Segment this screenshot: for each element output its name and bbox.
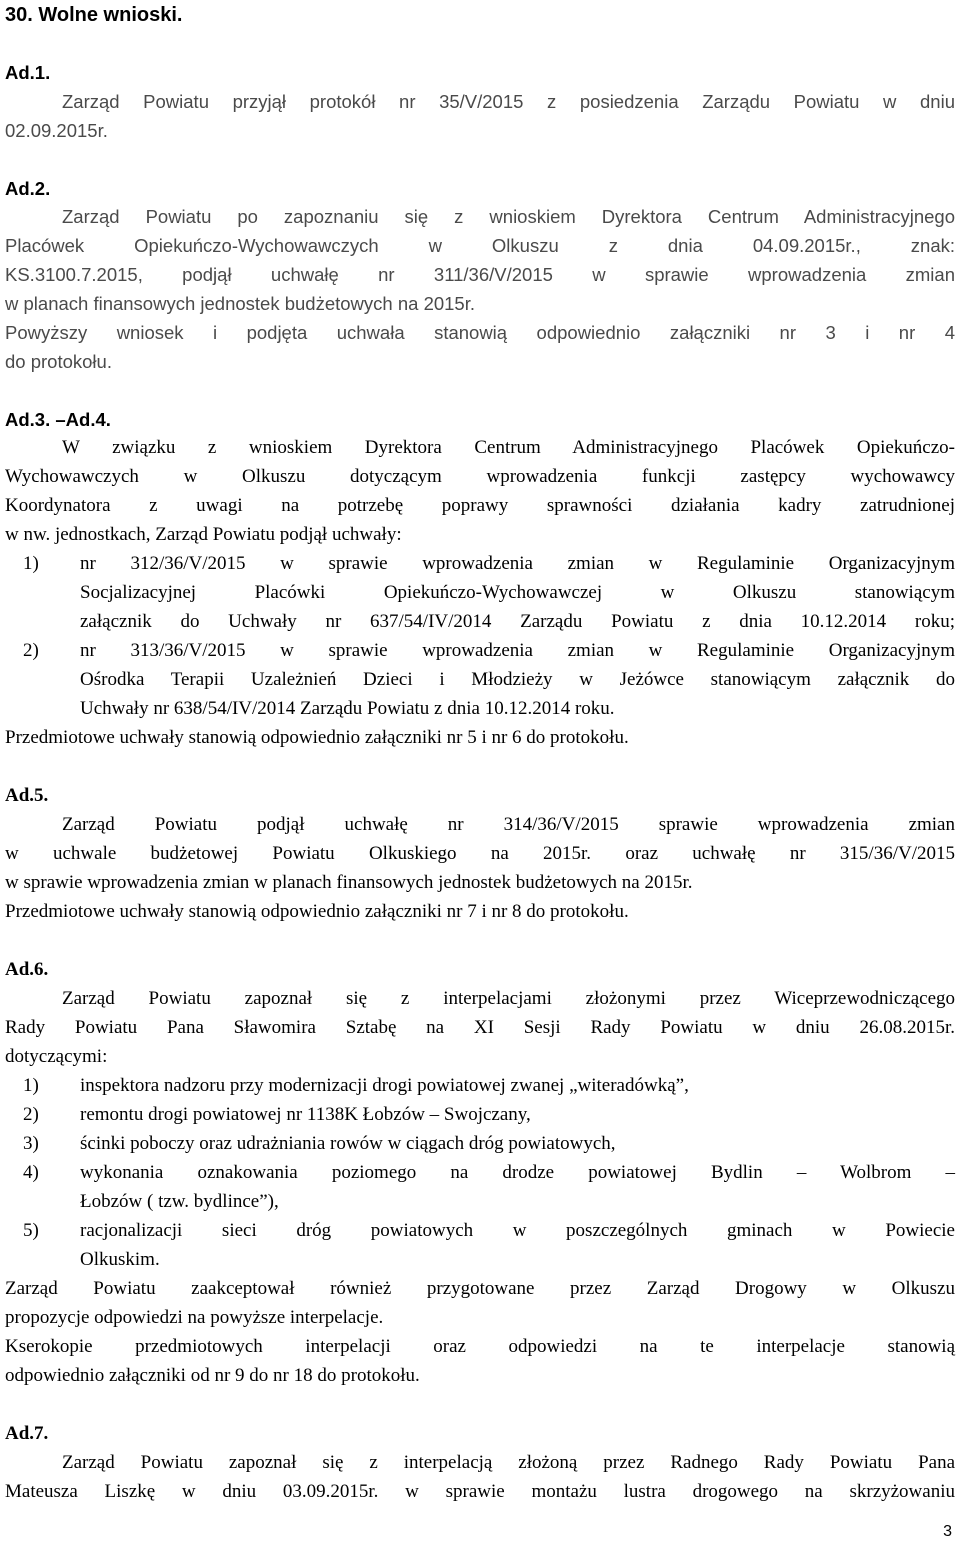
ad2-line-6: do protokołu. (5, 351, 112, 372)
ad3-4-item-1-line-3: załącznik do Uchwały nr 637/54/IV/2014 Zarządu Powiatu z dnia 10.12.2014 roku; (80, 611, 955, 632)
ad3-4-item-2-num: 2) (23, 640, 39, 661)
ad6-item-3-num: 3) (23, 1133, 39, 1154)
ad3-4-item-2-line-1: nr 313/36/V/2015 w sprawie wprowadzenia zmian w Regulaminie Organizacyjnym (80, 640, 955, 661)
ad6-item-4-num: 4) (23, 1162, 39, 1183)
ad6-item-5-line-1: racjonalizacji sieci dróg powiatowych w poszczególnych gminach w Powiecie (80, 1220, 955, 1241)
ad5-line-3: w sprawie wprowadzenia zmian w planach finansowych jednostek budżetowych na 2015r. (5, 872, 693, 893)
ad5-line-2: w uchwale budżetowej Powiatu Olkuskiego na 2015r. oraz uchwałę nr 315/36/V/2015 (5, 843, 955, 864)
ad1-heading: Ad.1. (5, 62, 51, 83)
ad7-line-1: Zarząd Powiatu zapoznał się z interpelacją złożoną przez Radnego Rady Powiatu Pana (62, 1452, 955, 1473)
ad2-line-2: Placówek Opiekuńczo-Wychowawczych w Olkuszu z dnia 04.09.2015r., znak: (5, 235, 955, 256)
ad6-item-2-line-1: remontu drogi powiatowej nr 1138K Łobzów – Swojczany, (80, 1104, 531, 1125)
ad6-item-4-line-2: Łobzów ( tzw. bydlince”), (80, 1191, 279, 1212)
ad6-heading: Ad.6. (5, 959, 49, 980)
page-number: 3 (943, 1523, 952, 1540)
ad2-line-4: w planach finansowych jednostek budżetowych na 2015r. (5, 293, 475, 314)
ad5-heading: Ad.5. (5, 785, 49, 806)
ad3-4-item-1-line-2: Socjalizacyjnej Placówki Opiekuńczo-Wychowawczej w Olkuszu stanowiącym (80, 582, 955, 603)
ad3-4-line-2: Wychowawczych w Olkuszu dotyczącym wprowadzenia funkcji zastępcy wychowawcy (5, 466, 955, 487)
ad3-4-line-3: Koordynatora z uwagi na potrzebę poprawy sprawności działania kadry zatrudnionej (5, 495, 955, 516)
ad3-4-item-1-line-1: nr 312/36/V/2015 w sprawie wprowadzenia zmian w Regulaminie Organizacyjnym (80, 553, 955, 574)
ad6-line-1: Zarząd Powiatu zapoznał się z interpelacjami złożonymi przez Wiceprzewodniczącego (62, 988, 955, 1009)
ad3-4-line-1: W związku z wnioskiem Dyrektora Centrum Administracyjnego Placówek Opiekuńczo- (62, 437, 955, 458)
ad2-line-3: KS.3100.7.2015, podjął uchwałę nr 311/36/V/2015 w sprawie wprowadzenia zmian (5, 264, 955, 285)
ad3-4-closing: Przedmiotowe uchwały stanowią odpowiednio załączniki nr 5 i nr 6 do protokołu. (5, 727, 629, 748)
ad6-closing-4: odpowiednio załączniki od nr 9 do nr 18 do protokołu. (5, 1365, 420, 1386)
ad3-4-heading: Ad.3. –Ad.4. (5, 409, 111, 430)
ad6-item-3-line-1: ścinki poboczy oraz udrażniania rowów w ciągach dróg powiatowych, (80, 1133, 616, 1154)
ad7-heading: Ad.7. (5, 1423, 49, 1444)
ad6-item-2-num: 2) (23, 1104, 39, 1125)
ad6-line-3: dotyczącymi: (5, 1046, 108, 1067)
ad6-item-1-line-1: inspektora nadzoru przy modernizacji drogi powiatowej zwanej „witeradówką”, (80, 1075, 689, 1096)
ad7-line-2: Mateusza Liszkę w dniu 03.09.2015r. w sprawie montażu lustra drogowego na skrzyżowaniu (5, 1481, 955, 1502)
ad3-4-item-1-num: 1) (23, 553, 39, 574)
ad3-4-item-2-line-2: Ośrodka Terapii Uzależnień Dzieci i Młodzieży w Jeżówce stanowiącym załącznik do (80, 669, 955, 690)
section-title: 30. Wolne wnioski. (5, 4, 183, 26)
ad6-item-4-line-1: wykonania oznakowania poziomego na drodze powiatowej Bydlin – Wolbrom – (80, 1162, 955, 1183)
ad5-line-4: Przedmiotowe uchwały stanowią odpowiednio załączniki nr 7 i nr 8 do protokołu. (5, 901, 629, 922)
ad6-closing-2: propozycje odpowiedzi na powyższe interpelacje. (5, 1307, 384, 1328)
ad6-item-5-line-2: Olkuskim. (80, 1249, 160, 1270)
ad2-line-1: Zarząd Powiatu po zapoznaniu się z wnioskiem Dyrektora Centrum Administracyjnego (62, 206, 955, 227)
ad6-closing-3: Kserokopie przedmiotowych interpelacji oraz odpowiedzi na te interpelacje stanowią (5, 1336, 955, 1357)
ad3-4-item-2-line-3: Uchwały nr 638/54/IV/2014 Zarządu Powiatu z dnia 10.12.2014 roku. (80, 698, 615, 719)
ad1-line-2: 02.09.2015r. (5, 120, 108, 141)
ad5-line-1: Zarząd Powiatu podjął uchwałę nr 314/36/V/2015 sprawie wprowadzenia zmian (62, 814, 955, 835)
ad1-line-1: Zarząd Powiatu przyjął protokół nr 35/V/2015 z posiedzenia Zarządu Powiatu w dniu (62, 91, 955, 112)
ad2-heading: Ad.2. (5, 178, 51, 199)
ad3-4-line-4: w nw. jednostkach, Zarząd Powiatu podjął uchwały: (5, 524, 402, 545)
ad6-item-5-num: 5) (23, 1220, 39, 1241)
ad6-item-1-num: 1) (23, 1075, 39, 1096)
ad6-line-2: Rady Powiatu Pana Sławomira Sztabę na XI Sesji Rady Powiatu w dniu 26.08.2015r. (5, 1017, 955, 1038)
ad2-line-5: Powyższy wniosek i podjęta uchwała stanowią odpowiednio załączniki nr 3 i nr 4 (5, 322, 955, 343)
ad6-closing-1: Zarząd Powiatu zaakceptował również przygotowane przez Zarząd Drogowy w Olkuszu (5, 1278, 955, 1299)
